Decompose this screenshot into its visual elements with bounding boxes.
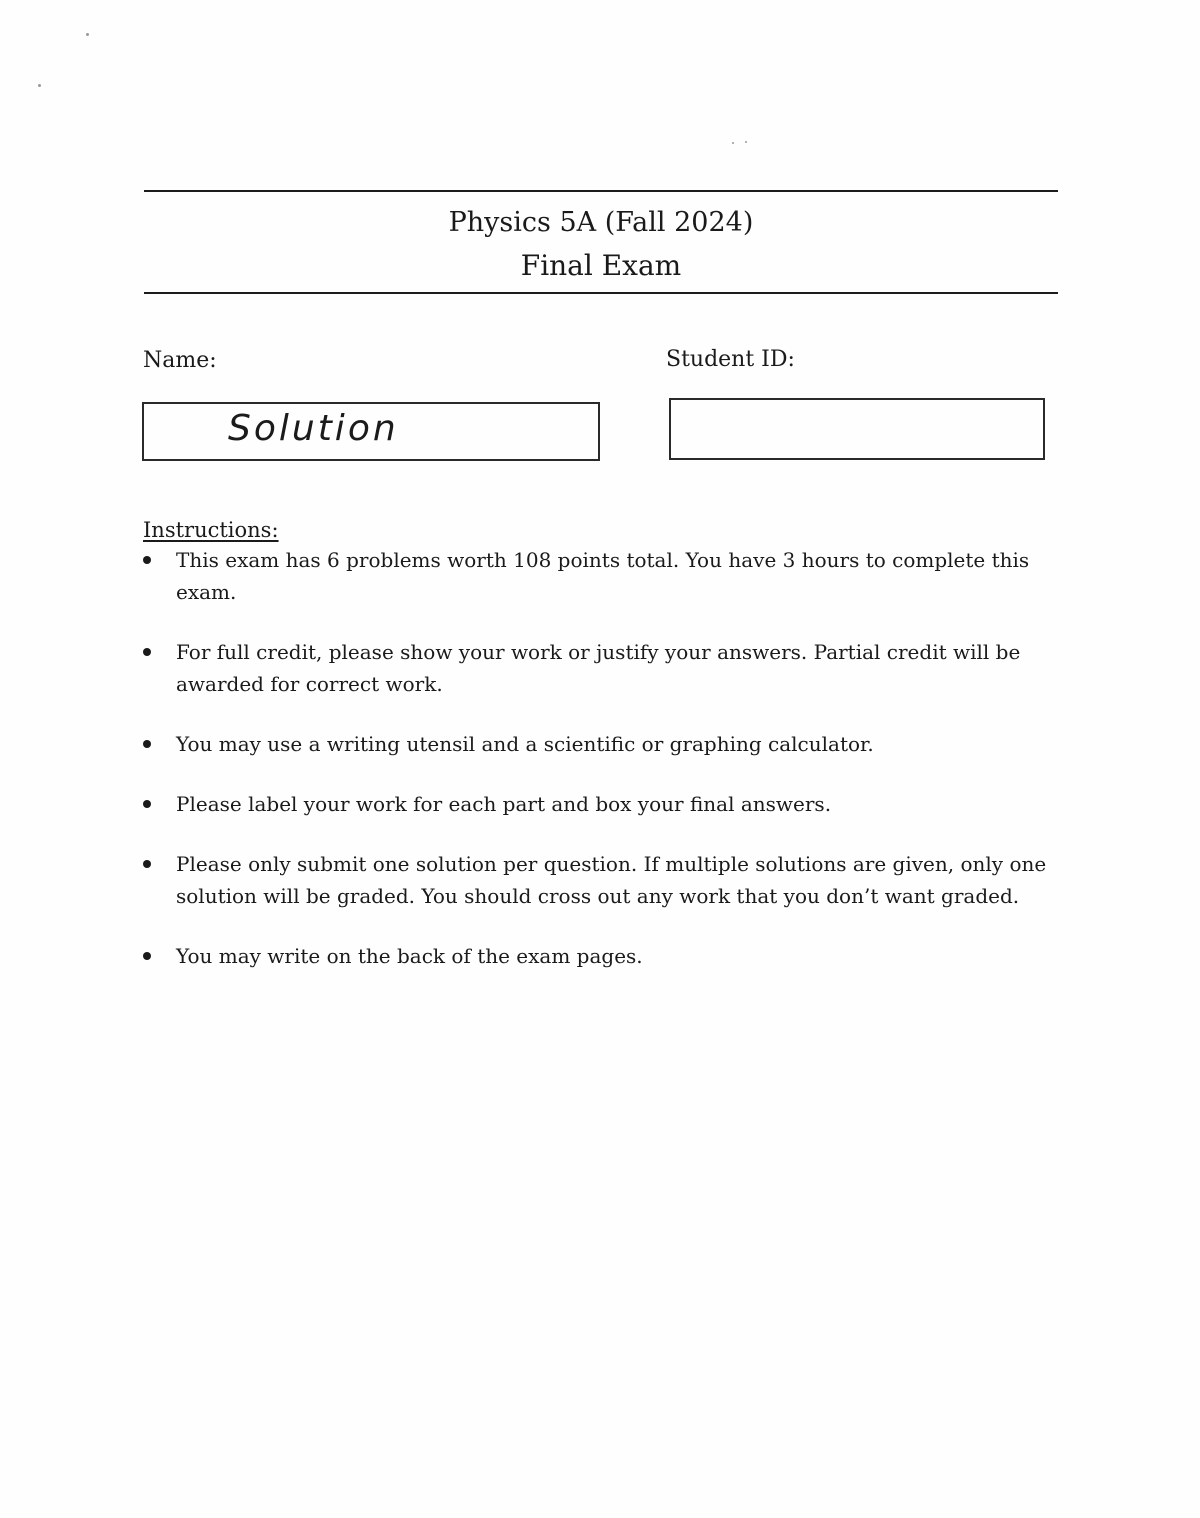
student-id-field[interactable] <box>669 398 1045 460</box>
list-item <box>140 544 1050 608</box>
bullet-icon <box>143 800 151 808</box>
bullet-icon <box>143 860 151 868</box>
scan-speck <box>86 33 89 36</box>
instruction-text: Please label your work for each part and box your final answers. <box>176 792 832 816</box>
instruction-text: Please only submit one solution per question. If multiple solutions are given, only one solution will be graded. You should cross out any work that you don’t want graded. <box>176 852 1047 908</box>
header-bottom-rule <box>144 292 1058 294</box>
scan-speck <box>745 141 747 143</box>
handwritten-name: Solution <box>228 408 399 449</box>
bullet-icon <box>143 740 151 748</box>
header-top-rule <box>144 190 1058 192</box>
name-field[interactable] <box>142 402 600 461</box>
bullet-icon <box>143 648 151 656</box>
exam-title: Final Exam <box>520 249 682 282</box>
instructions-list <box>140 544 1050 1000</box>
instruction-text: You may use a writing utensil and a scientific or graphing calculator. <box>176 732 874 756</box>
bullet-icon <box>143 952 151 960</box>
name-label: Name: <box>143 348 217 373</box>
instruction-text: For full credit, please show your work or justify your answers. Partial credit will be awarded for correct work. <box>176 640 1021 696</box>
list-item <box>140 848 1050 912</box>
course-title: Physics 5A (Fall 2024) <box>448 207 754 238</box>
instruction-text: You may write on the back of the exam pages. <box>176 944 643 968</box>
instruction-text: This exam has 6 problems worth 108 points total. You have 3 hours to complete this exam. <box>176 548 1030 604</box>
instructions-heading: Instructions: <box>143 518 279 542</box>
list-item <box>140 940 1050 972</box>
scan-speck <box>732 142 734 144</box>
student-id-label: Student ID: <box>666 347 795 372</box>
list-item <box>140 788 1050 820</box>
scan-speck <box>38 84 41 87</box>
list-item <box>140 636 1050 700</box>
exam-header <box>144 203 1058 289</box>
bullet-icon <box>143 556 151 564</box>
list-item <box>140 728 1050 760</box>
